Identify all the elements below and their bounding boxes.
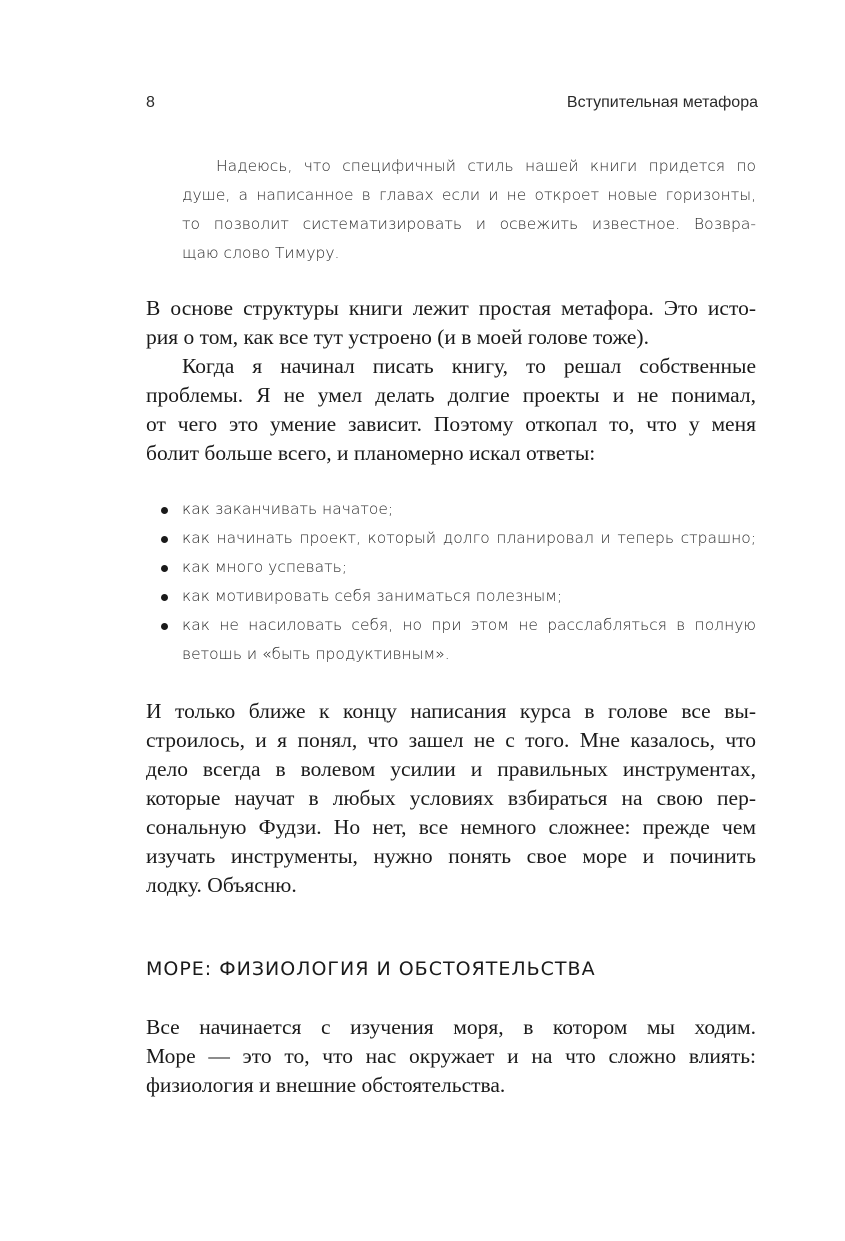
text-line: рия о том, как все тут устроено (и в моей голове тоже).: [146, 325, 649, 349]
text-line: болит больше всего, и планомерно искал ответы:: [146, 441, 596, 465]
text-line: изучать инструменты, нужно понять свое море и починить: [146, 844, 756, 868]
text-line: Когда я начинал писать книгу, то решал собственные: [182, 354, 756, 378]
text-line: дело всегда в волевом усилии и правильных инструментах,: [146, 757, 756, 781]
chapter-title: Вступительная метафора: [566, 94, 758, 111]
text-line: Море — это то, что нас окружает и на что сложно влиять:: [146, 1044, 756, 1068]
text-line: физиология и внешние обстоятельства.: [146, 1073, 506, 1097]
quote-line: душе, а написанное в главах если и не откроет новые горизонты,: [182, 186, 756, 204]
quote-line: Надеюсь, что специфичный стиль нашей книги придется по: [216, 157, 756, 175]
running-head: [146, 94, 758, 118]
text-line: от чего это умение зависит. Поэтому откопал то, что у меня: [146, 412, 756, 436]
list-item: как заканчивать начатое;: [182, 500, 394, 518]
text-line: которые научат в любых условиях взбираться на свою пер-: [146, 786, 756, 810]
quote-line: щаю слово Тимуру.: [182, 244, 340, 262]
quote-line: то позволит систематизировать и освежить известное. Возвра-: [182, 215, 756, 233]
list-item: как начинать проект, который долго планировал и теперь страшно;: [182, 529, 756, 547]
bullet-dot-icon: [161, 507, 168, 514]
text-line: сональную Фудзи. Но нет, все немного сложнее: прежде чем: [146, 815, 756, 839]
text-line: лодку. Объясню.: [146, 873, 297, 897]
text-line: Все начинается с изучения моря, в котором мы ходим.: [146, 1015, 756, 1039]
page-number: 8: [146, 94, 155, 111]
bullet-dot-icon: [161, 623, 168, 630]
section-heading: МОРЕ: ФИЗИОЛОГИЯ И ОБСТОЯТЕЛЬСТВА: [146, 958, 596, 980]
bullet-dot-icon: [161, 594, 168, 601]
bullet-dot-icon: [161, 536, 168, 543]
list-item: как мотивировать себя заниматься полезным;: [182, 587, 563, 605]
list-item: как много успевать;: [182, 558, 347, 576]
list-item: как не насиловать себя, но при этом не расслабляться в полную: [182, 616, 756, 634]
text-line: И только ближе к концу написания курса в голове все вы-: [146, 699, 756, 723]
text-line: В основе структуры книги лежит простая метафора. Это исто-: [146, 296, 756, 320]
bullet-dot-icon: [161, 565, 168, 572]
text-line: строилось, и я понял, что зашел не с того. Мне казалось, что: [146, 728, 756, 752]
text-line: проблемы. Я не умел делать долгие проекты и не понимал,: [146, 383, 756, 407]
list-item-continuation: ветошь и «быть продуктивным».: [182, 645, 450, 663]
